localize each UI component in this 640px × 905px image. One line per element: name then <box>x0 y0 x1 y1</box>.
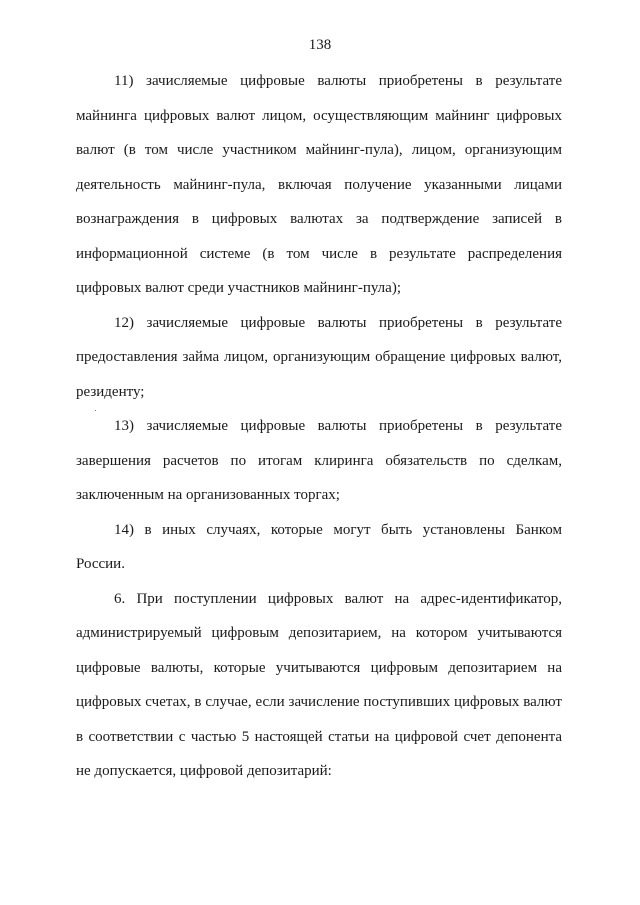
paragraph-line: 12) зачисляемые цифровые валюты приобретены в результате <box>114 314 562 331</box>
paragraph-line: вознаграждения в цифровых валютах за подтверждение записей в <box>76 211 562 227</box>
document-body <box>76 64 562 789</box>
paragraph-line: информационной системе (в том числе в результате распределения <box>76 245 562 262</box>
paragraph-line: предоставления займа лицом, организующим обращение цифровых валют, <box>76 349 562 365</box>
paragraph-line: 13) зачисляемые цифровые валюты приобретены в результате <box>114 418 562 434</box>
paragraph-line: цифровых валют среди участников майнинг-пула); <box>76 280 401 296</box>
scan-speck <box>95 410 96 411</box>
page-number: 138 <box>308 37 332 53</box>
paragraph-line: завершения расчетов по итогам клиринга обязательств по сделкам, <box>76 452 562 469</box>
paragraph-line: 11) зачисляемые цифровые валюты приобретены в результате <box>114 73 562 89</box>
paragraph-line: в соответствии с частью 5 настоящей статьи на цифровой счет депонента <box>76 728 562 745</box>
paragraph-line: не допускается, цифровой депозитарий: <box>76 763 332 779</box>
paragraph-line: заключенным на организованных торгах; <box>76 487 340 503</box>
paragraph-line: 6. При поступлении цифровых валют на адрес-идентификатор, <box>114 590 562 607</box>
paragraph-item-13 <box>76 409 562 513</box>
paragraph-line: России. <box>76 556 125 572</box>
paragraph-line: майнинга цифровых валют лицом, осуществляющим майнинг цифровых <box>76 107 562 124</box>
paragraph-line: цифровых счетах, в случае, если зачисление поступивших цифровых валют <box>76 694 562 710</box>
paragraph-line: деятельность майнинг-пула, включая получение указанными лицами <box>76 176 562 193</box>
paragraph-line: резиденту; <box>76 383 145 400</box>
paragraph-item-12 <box>76 306 562 410</box>
paragraph-item-14 <box>76 513 562 582</box>
paragraph-line: цифровые валюты, которые учитываются цифровым депозитарием на <box>76 659 562 676</box>
paragraph-part-6 <box>76 582 562 789</box>
paragraph-item-11 <box>76 64 562 306</box>
paragraph-line: 14) в иных случаях, которые могут быть установлены Банком <box>114 521 562 538</box>
paragraph-line: валют (в том числе участником майнинг-пула), лицом, организующим <box>76 142 562 158</box>
paragraph-line: администрируемый цифровым депозитарием, на котором учитываются <box>76 625 562 641</box>
